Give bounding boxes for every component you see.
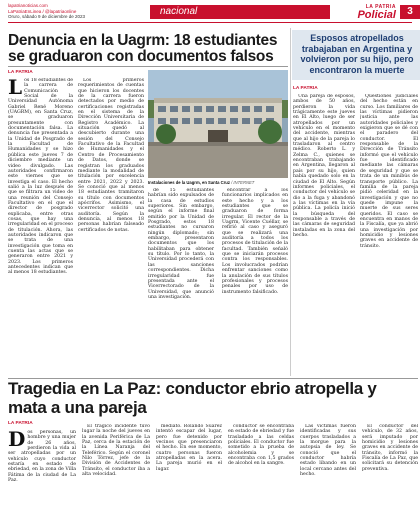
- story1-text-4: encontrar a los funcionarios implicados en este hecho y a los estudiantes que se graduaron de forma irregular. El rector de la Uagrm, Vicente Cuéllar, se refirió al caso y aseguró que se realizará una auditoría a todos los procesos de titulación de la facultad. También señaló que se iniciarán procesos contra los responsables. Los involucrados podrían enfrentar sanciones como la anulación de sus títulos profesionales y procesos penales por uso de instrumento falsificado.: [222, 188, 288, 295]
- story3-column-2: [82, 424, 150, 526]
- story1-headline: Denuncia en la Uagrm: 18 estudiantes se graduaron con documentos falsos: [8, 32, 278, 65]
- story3-headline: Tragedia en La Paz: conductor ebrio atropella y mata a una pareja: [8, 379, 377, 417]
- story1-photo: [148, 70, 288, 178]
- story2-column-1: [293, 94, 355, 374]
- masthead-web[interactable]: lapatrianoticias.com: [8, 3, 48, 8]
- story3-dropcap: D: [8, 430, 26, 451]
- brand-logo: [330, 4, 400, 22]
- masthead-divider: [8, 22, 412, 23]
- story2-text-2: Questiones judiciales del hecho están en curso. Los familiares de las víctimas pidieron justicia ante las autoridades policiales y exigieron que se dé con el paradero del conductor. El responsable de la Dirección de Tránsito informó que el vehículo fue identificado mediante las cámaras de seguridad y que se trata de un minibús de transporte público. La familia de la pareja pidió celeridad en la investigación y que no quede impune la muerte de sus seres queridos. El caso se encuentra en manos de la Fiscalía, que ya abrió una investigación por homicidio y lesiones graves en accidente de tránsito.: [360, 94, 418, 249]
- story1-column-1: [8, 78, 73, 374]
- masthead-info: [8, 3, 85, 20]
- column-divider: [290, 28, 291, 376]
- story2-column-2: [360, 94, 418, 374]
- story3-text-1: os personas, un hombre y una mujer de 26 años, perdieron la vida al ser atropelladas por un vehículo cuyo conductor estaría en estado de ebriedad, en la zona de Villa Fátima de la ciudad de La Paz.: [8, 430, 76, 484]
- masthead: [0, 0, 420, 30]
- story3-column-6: [362, 424, 418, 526]
- brand-name: Policial: [357, 9, 396, 21]
- story3-kicker: LA PATRIA: [8, 421, 33, 426]
- story3-text-5: Las víctimas fueron identificadas y sus cuerpos trasladados a la morgue para la autopsia de ley. Se conoció que el conductor habría estado libando en un local cercano antes del hecho.: [300, 424, 356, 478]
- story1-column-3: [148, 188, 214, 374]
- story1-kicker: LA PATRIA: [8, 70, 33, 75]
- caption-credit: / INTERNET: [231, 180, 255, 185]
- story3-column-3: [156, 424, 222, 526]
- story1-column-4: [222, 188, 288, 374]
- story1-text-1: os 18 estudiantes de la carrera de Comunicación Social de la Universidad Autónoma Gabriel René Moreno (UAGRM), en Santa Cruz, se graduaron presuntamente con documentación falsa. La denuncia fue presentada a la Unidad de Posgrado de la Facultad de Humanidades y se hizo pública este jueves 7 de diciembre mediante un video divulgado. Las autoridades confirmaron este viernes que se investiga el caso. El hecho salió a la luz después de que se filtrara un video de una reunión del Consejo Facultativo en el que el director de posgrado explicaba, entre otras cosas, que hay una irregularidad en el proceso de titulación. Ahora, las autoridades indicaron que se trata de una investigación que toma en cuenta las actas que se generaron entre 2021 y 2023. Los primeros antecedentes indican que al menos 18 estudiantes.: [8, 78, 73, 276]
- section-banner: [150, 5, 330, 19]
- story1-column-2: [78, 78, 144, 374]
- story3-column-5: [300, 424, 356, 526]
- story2-headline: Esposos atropellados trabajaban en Argentina y volvieron por su hijo, pero encontraron la muerte: [300, 33, 414, 75]
- story3-text-6: El conductor del vehículo, de 32 años, será imputado por homicidio y lesiones graves en accidente de tránsito, informó la Fiscalía de La Paz, que solicitará su detención preventiva.: [362, 424, 418, 472]
- masthead-date: Oruro, sábado 9 de diciembre de 2023: [8, 14, 86, 20]
- story3-column-1: [8, 430, 76, 526]
- caption-text: Instalaciones de la Uagrm, en Santa Cruz: [148, 180, 230, 185]
- campus-building-image: [148, 70, 288, 178]
- story3-text-3: mediato. Rolando Suárez intentó escapar del lugar, pero fue detenido por vecinos que presenciaron el hecho. En ese momento, cuatro personas fueron atropelladas en la acera. La pareja murió en el lugar.: [156, 424, 222, 472]
- story1-dropcap: L: [8, 78, 23, 99]
- story3-text-4: conductor se encontraba en estado de ebriedad y fue trasladado a las celdas policiales. El conductor fue sometido a la prueba de alcoholemia y se encontraba con 1,5 grados de alcohol en la sangre.: [228, 424, 294, 467]
- story3-column-4: [228, 424, 294, 526]
- brand-top: LA PATRIA: [365, 4, 396, 10]
- page-number: 3: [400, 5, 420, 19]
- story2-kicker: LA PATRIA: [293, 86, 318, 91]
- story1-divider: [8, 66, 288, 67]
- story1-text-2: Los primeros requerimientos de cuentas que hicieron los docentes de la carrera fueron detectados por medio de certificaciones registradas en el sistema de la Dirección Universitaria de Registro Académico. La situación quedó al descubierto durante una sesión del Consejo Facultativo de la Facultad de Humanidades y el Centro de Procesamiento de Datos, donde se registran los graduados mediante la modalidad de titulación por excelencia entre 2021, 2022 y 2023. Se conoció que al menos 18 estudiantes tramitaron su título con documentos apócrifos. Asimismo, el vicerrector solicitó una auditoría. Según la denuncia, al menos 18 personas habrían falseado certificados de notas.: [78, 78, 144, 233]
- masthead-social: LaPatriaEnLinea / @lapatriaonline: [8, 8, 77, 14]
- story3-text-2: El trágico incidente tuvo lugar la noche del jueves en la avenida Periférica de La Paz, cerca de la estación de la Línea Naranja del Teleférico. Según el coronel Nilo Tórrez, jefe de la División de Accidentes de Tránsito, el conductor iba a alta velocidad.: [82, 424, 150, 478]
- story1-text-3: de 15 estudiantes habrían sido expulsados de la casa de estudios superiores. Sin embargo, según el informe final emitido por la Unidad de Posgrado, estos 18 estudiantes no cursaron ningún diplomado; sin embargo, presentaron documentos que los habilitaban para obtener su título. Por lo tanto, la Universidad procederá con las sanciones correspondientes. Dicha irregularidad fue presentada ante el Vicerrectorado de la Universidad, que anunció una investigación.: [148, 188, 214, 300]
- story1-caption: [148, 180, 288, 185]
- story2-text-1: Una pareja de esposos, ambos de 50 años, perdieron la vida trágicamente este jueves en El Alto, luego de ser atropellados por un vehículo en el momento del accidente, mientras que al hijo de la pareja lo trasladaron al centro médico. Roberto L. y Zelma C., quienes se encontraban trabajando en Argentina, llegaron al país por su hijo, quien había quedado solo en la ciudad de El Alto. Según informes policiales, el conductor del vehículo se dio a la fuga y abandonó a las víctimas en la vía pública. La policía inició la búsqueda del responsable a través de las cámaras de seguridad instaladas en la zona del hecho.: [293, 94, 355, 238]
- section-label: nacional: [160, 6, 198, 17]
